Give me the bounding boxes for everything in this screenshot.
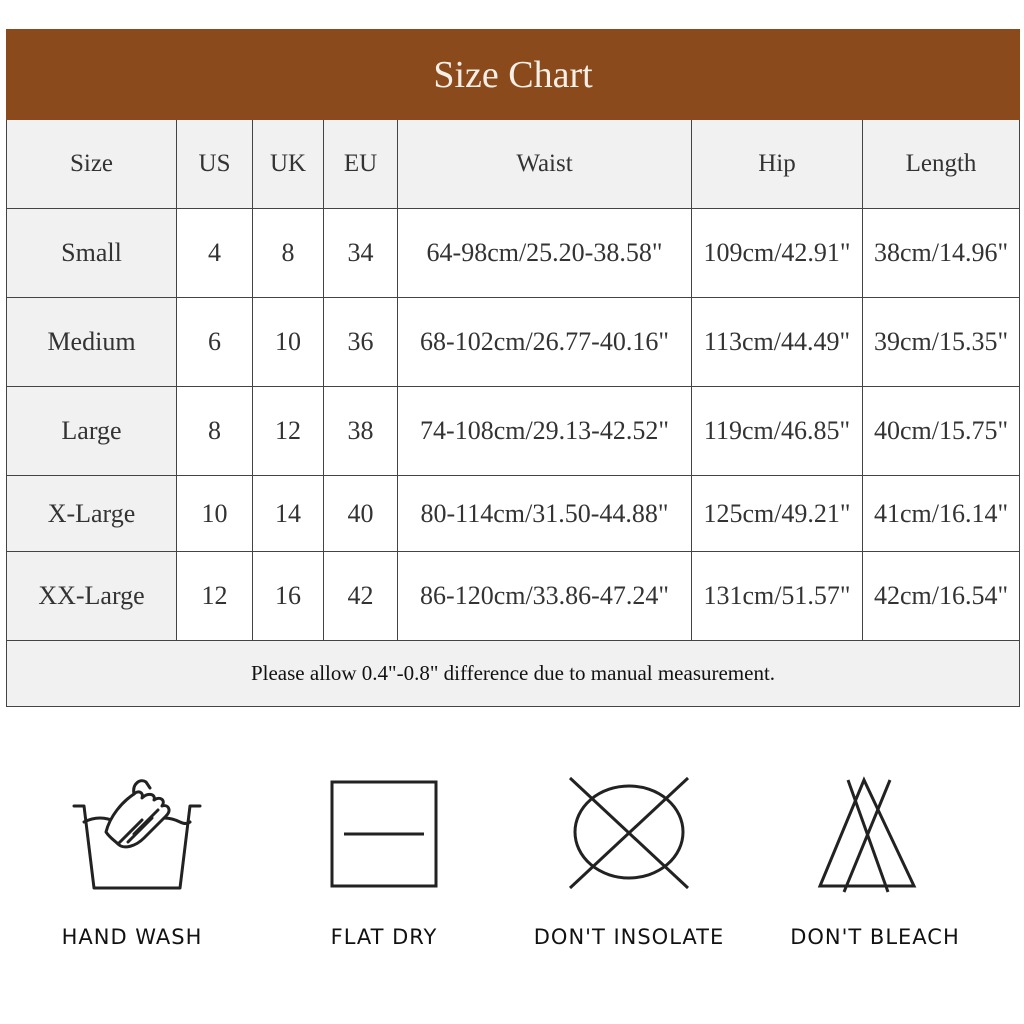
table-row (7, 387, 1020, 476)
waist-cell: 74-108cm/29.13-42.52" (398, 387, 692, 476)
table-row (7, 209, 1020, 298)
care-label-dont-insolate: DON'T INSOLATE (533, 925, 725, 949)
size-cell: XX-Large (7, 552, 177, 641)
size-cell: Medium (7, 298, 177, 387)
waist-cell: 86-120cm/33.86-47.24" (398, 552, 692, 641)
eu-cell: 36 (324, 298, 398, 387)
size-cell: Large (7, 387, 177, 476)
waist-cell: 80-114cm/31.50-44.88" (398, 476, 692, 552)
length-cell: 39cm/15.35" (863, 298, 1020, 387)
uk-cell: 10 (253, 298, 324, 387)
uk-cell: 16 (253, 552, 324, 641)
chart-title: Size Chart (7, 30, 1020, 120)
column-header-uk: UK (253, 120, 324, 209)
us-cell: 8 (177, 387, 253, 476)
care-label-flat-dry: FLAT DRY (330, 925, 438, 949)
length-cell: 42cm/16.54" (863, 552, 1020, 641)
column-header-us: US (177, 120, 253, 209)
uk-cell: 12 (253, 387, 324, 476)
hip-cell: 113cm/44.49" (692, 298, 863, 387)
waist-cell: 64-98cm/25.20-38.58" (398, 209, 692, 298)
care-instructions (0, 760, 1024, 980)
eu-cell: 42 (324, 552, 398, 641)
care-label-dont-bleach: DON'T BLEACH (790, 925, 960, 949)
measurement-note: Please allow 0.4"-0.8" difference due to manual measurement. (7, 641, 1020, 707)
waist-cell: 68-102cm/26.77-40.16" (398, 298, 692, 387)
dont-bleach-icon (810, 770, 940, 900)
column-header-eu: EU (324, 120, 398, 209)
header-row (7, 120, 1020, 209)
us-cell: 12 (177, 552, 253, 641)
eu-cell: 40 (324, 476, 398, 552)
eu-cell: 38 (324, 387, 398, 476)
hip-cell: 131cm/51.57" (692, 552, 863, 641)
size-chart-table (6, 29, 1020, 707)
us-cell: 6 (177, 298, 253, 387)
uk-cell: 8 (253, 209, 324, 298)
size-cell: X-Large (7, 476, 177, 552)
length-cell: 41cm/16.14" (863, 476, 1020, 552)
flat-dry-icon (324, 770, 444, 890)
care-item-flat-dry (274, 760, 494, 970)
column-header-waist: Waist (398, 120, 692, 209)
uk-cell: 14 (253, 476, 324, 552)
hip-cell: 119cm/46.85" (692, 387, 863, 476)
table-row (7, 298, 1020, 387)
care-item-dont-insolate (519, 760, 739, 970)
care-item-dont-bleach (765, 760, 985, 970)
table-row (7, 476, 1020, 552)
length-cell: 38cm/14.96" (863, 209, 1020, 298)
dont-insolate-icon (564, 770, 694, 900)
length-cell: 40cm/15.75" (863, 387, 1020, 476)
hip-cell: 109cm/42.91" (692, 209, 863, 298)
hand-wash-icon (72, 770, 202, 900)
size-chart-table-wrapper (6, 29, 1019, 707)
table-row (7, 552, 1020, 641)
size-cell: Small (7, 209, 177, 298)
column-header-length: Length (863, 120, 1020, 209)
column-header-hip: Hip (692, 120, 863, 209)
us-cell: 10 (177, 476, 253, 552)
column-header-size: Size (7, 120, 177, 209)
us-cell: 4 (177, 209, 253, 298)
care-label-hand-wash: HAND WASH (61, 925, 203, 949)
care-item-hand-wash (22, 760, 242, 970)
hip-cell: 125cm/49.21" (692, 476, 863, 552)
eu-cell: 34 (324, 209, 398, 298)
